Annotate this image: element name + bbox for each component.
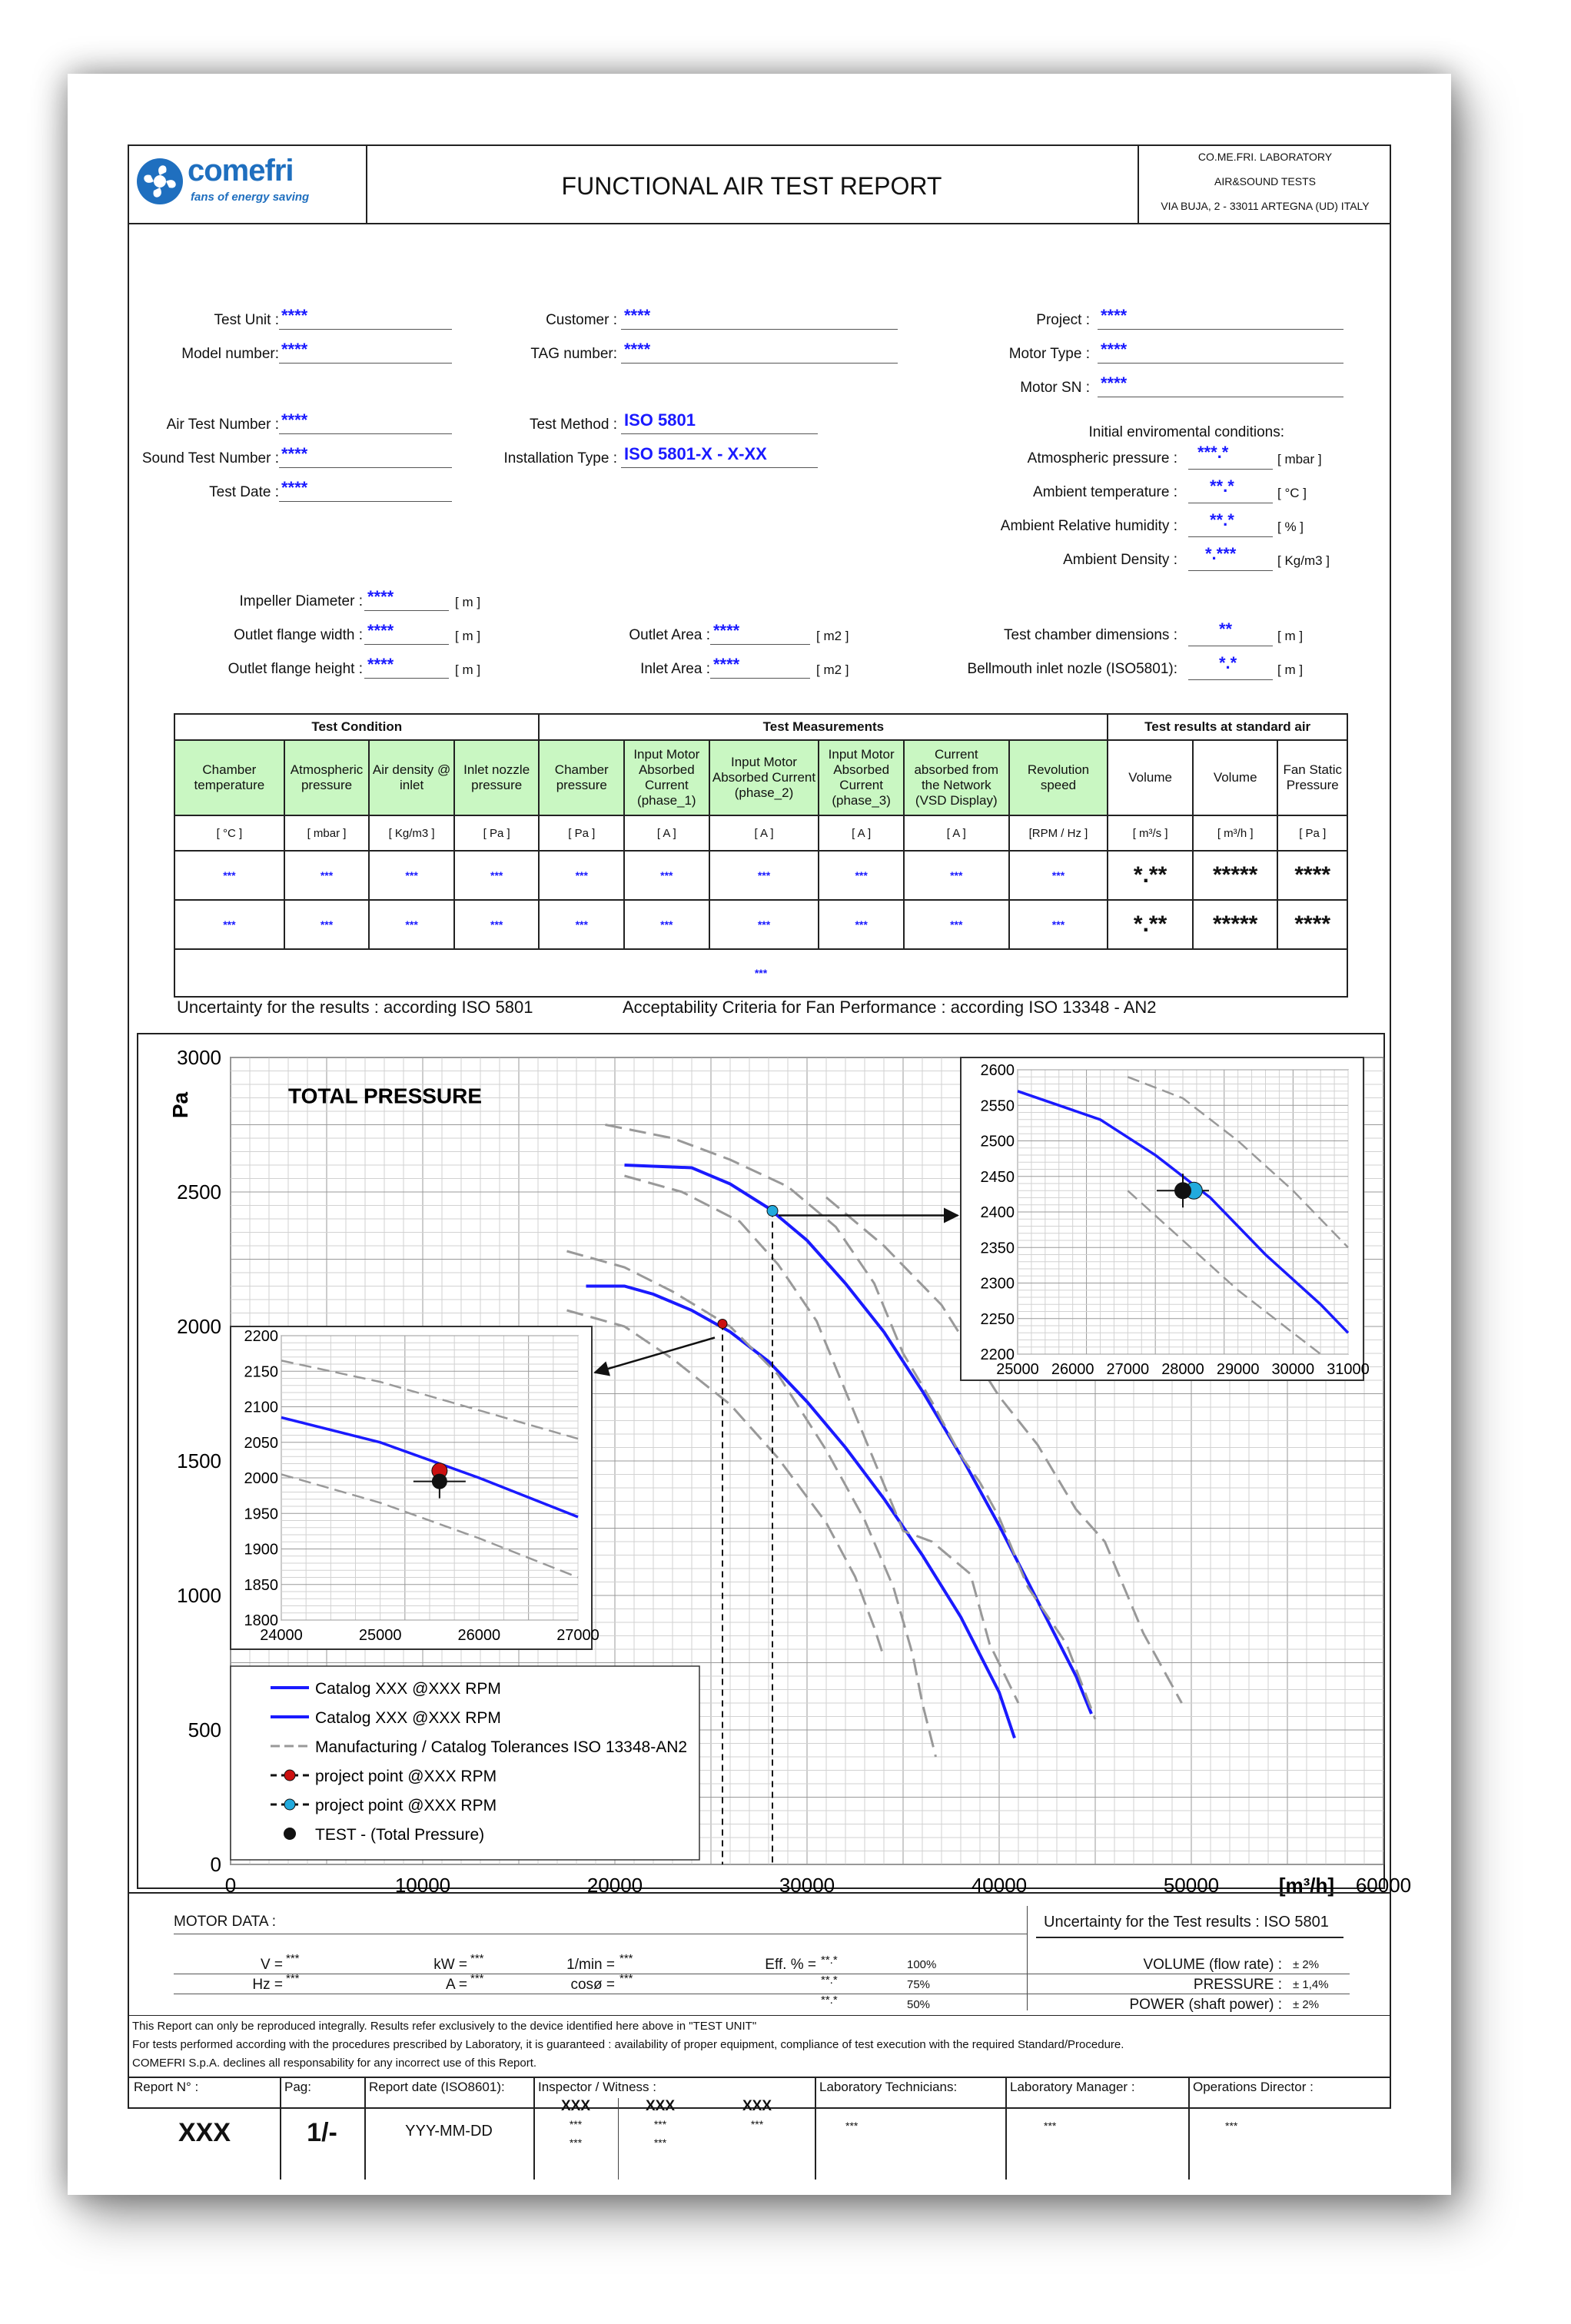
temp-label: Ambient temperature : [1033,484,1177,500]
director-value: *** [1225,2120,1238,2132]
group-test-condition: Test Condition [174,714,539,740]
air-test-value: **** [281,410,308,430]
inset-bottom-y-tick: 2200 [244,1328,278,1345]
col-header: Current absorbed from the Network (VSD Display) [904,740,1009,815]
table-row [174,851,1347,900]
humidity-value: **.* [1210,510,1234,530]
tag-label: TAG number: [530,346,617,362]
table-cell: *.** [1108,900,1193,949]
outlet-width-label: Outlet flange width : [234,627,363,643]
bellmouth-unit: [ m ] [1277,662,1304,677]
motor-type-label: Motor Type : [1008,346,1090,362]
tag-value: **** [624,340,651,359]
temp-unit: [ °C ] [1277,486,1307,500]
table-cell: *** [284,900,370,949]
chart-container [137,1033,1412,1897]
inspector-detail: *** [653,2136,667,2149]
report-date-label: Report date (ISO8601): [369,2080,505,2094]
logo-tagline: fans of energy saving [191,191,310,204]
x-tick-label: 0 [224,1874,237,1897]
table-cell: *** [539,900,624,949]
table-cell: *** [174,851,284,900]
lab-box [1138,146,1391,223]
inset-top-x-tick: 31000 [1327,1361,1370,1378]
logo-name: comefri [188,154,294,188]
chamber-dims-label: Test chamber dimensions : [1004,627,1177,643]
inset-top-x-tick: 26000 [1051,1361,1094,1378]
outlet-area-value: **** [713,621,740,640]
unc-volume-value: ± 2% [1293,1958,1320,1971]
report-number-label: Report N° : [134,2080,199,2094]
model-label: Model number: [181,346,279,362]
table-cell: **** [1277,851,1347,900]
bellmouth-label: Bellmouth inlet nozle (ISO5801): [967,661,1177,677]
inspector-detail: *** [569,2118,583,2130]
table-cell: *** [1009,851,1108,900]
legend-marker [284,1799,295,1810]
inset-bottom-y-tick: 1950 [244,1506,278,1523]
legend-marker [284,1770,295,1781]
chamber-dims-unit: [ m ] [1277,629,1304,643]
col-unit: [ m³/s ] [1108,815,1193,851]
humidity-label: Ambient Relative humidity : [1000,518,1177,534]
header-logo [129,146,367,223]
director-cell [1188,2077,1390,2180]
group-test-measurements: Test Measurements [539,714,1108,740]
x-axis-label: [m³/h] [1278,1874,1335,1897]
outlet-area-label: Outlet Area : [629,627,710,643]
unc-power-label: POWER (shaft power) : [1129,1997,1282,2013]
atm-label: Atmospheric pressure : [1027,450,1177,466]
report-number: XXX [178,2118,231,2147]
inlet-area-label: Inlet Area : [640,661,710,677]
project-value: **** [1101,306,1128,325]
table-cell: *.** [1108,851,1193,900]
unc-volume-label: VOLUME (flow rate) : [1143,1957,1282,1973]
disclaimer-line: This Report can only be reproduced integrally. Results refer exclusively to the device identified here above in "TEST UNIT" [132,2020,757,2033]
report-title: FUNCTIONAL AIR TEST REPORT [561,172,942,200]
table-cell: *** [369,900,454,949]
col-unit: [ Pa ] [539,815,624,851]
col-header: Atmospheric pressure [284,740,370,815]
table-cell: *** [819,851,904,900]
col-header: Chamber pressure [539,740,624,815]
atm-unit: [ mbar ] [1277,452,1322,466]
outlet-height-label: Outlet flange height : [228,661,363,677]
y-tick-label: 1000 [177,1584,221,1607]
inset-bottom-x-tick: 25000 [358,1627,402,1644]
page-number: 1/- [307,2118,337,2147]
col-unit: [ Pa ] [1277,815,1347,851]
project-label: Project : [1036,312,1090,328]
report-frame [128,144,1412,2149]
model-value: **** [281,340,308,359]
inset-top-y-tick: 2500 [980,1133,1015,1150]
outlet-height-value: **** [367,655,394,674]
impeller-unit: [ m ] [455,595,481,609]
table-cell: *** [709,851,819,900]
table-cell: *** [369,851,454,900]
table-cell: *** [454,851,540,900]
eff-value: **.* [821,1954,838,1967]
inspector-detail: *** [653,2118,667,2130]
table-cell: *** [624,851,709,900]
eff-percent: 50% [907,1998,931,2011]
cos-label: cosø = [570,1977,615,1993]
test-table [174,713,1348,998]
header-divider [129,223,1390,224]
divider [1027,1906,1028,2010]
rpm-label: 1/min = [566,1957,615,1973]
motor-sn-value: **** [1101,374,1128,393]
density-value: *.*** [1205,544,1237,563]
cos-value: *** [619,1972,633,1985]
v-value: *** [286,1952,300,1965]
col-unit: [ A ] [819,815,904,851]
y-axis-label: Pa [168,1091,192,1119]
chamber-dims-value: ** [1219,619,1233,639]
inset-bottom-y-tick: 2150 [244,1363,278,1381]
a-value: *** [470,1972,484,1985]
page-label: Pag: [284,2080,311,2094]
col-header: Chamber temperature [174,740,284,815]
manager-label: Laboratory Manager : [1010,2080,1135,2094]
sound-test-label: Sound Test Number : [141,450,279,466]
outlet-width-unit: [ m ] [455,629,481,643]
inset-top-y-tick: 2600 [980,1062,1015,1079]
y-tick-label: 2000 [177,1315,221,1338]
outlet-width-value: **** [367,621,394,640]
customer-label: Customer : [546,312,617,328]
x-tick-label: 20000 [586,1874,643,1897]
col-header: Volume [1108,740,1193,815]
underline [1188,536,1273,537]
hz-value: *** [286,1972,300,1985]
col-header: Input Motor Absorbed Current (phase_3) [819,740,904,815]
eff-percent: 100% [907,1958,937,1971]
table-cell: *** [904,851,1009,900]
inspector-cell [533,2077,816,2180]
table-footer-cell: *** [174,949,1347,997]
inset-top-y-tick: 2300 [980,1275,1015,1293]
customer-value: **** [624,306,651,325]
uncertainty-note: Uncertainty for the results : according ISO 5801 [177,998,533,1017]
motor-sn-label: Motor SN : [1020,380,1090,396]
hz-label: Hz = [252,1977,283,1993]
col-unit: [RPM / Hz ] [1009,815,1108,851]
col-unit: [ A ] [709,815,819,851]
underline [1188,570,1273,571]
test-date-label: Test Date : [209,484,279,500]
atm-value: ***.* [1197,443,1229,462]
col-header: Revolution speed [1009,740,1108,815]
inspector-label: Inspector / Witness : [538,2080,656,2094]
eff-percent: 75% [907,1978,931,1991]
table-cell: *** [709,900,819,949]
inset-top-test-point [1174,1182,1191,1199]
project-point-red [718,1320,727,1329]
uncertainty-heading: Uncertainty for the Test results : ISO 5801 [1044,1914,1329,1931]
x-tick-label: 60000 [1355,1874,1412,1897]
install-label: Installation Type : [503,450,617,466]
legend-label: TEST - (Total Pressure) [315,1826,485,1844]
x-tick-label: 50000 [1163,1874,1220,1897]
inset-bottom-y-tick: 1850 [244,1576,278,1594]
col-header: Input Motor Absorbed Current (phase_2) [709,740,819,815]
kw-label: kW = [433,1957,467,1973]
eff-value: **.* [821,1994,838,2007]
inset-top-y-tick: 2400 [980,1204,1015,1221]
inset-bottom-y-tick: 2050 [244,1434,278,1452]
table-cell: *** [284,851,370,900]
inset-bottom-y-tick: 2100 [244,1399,278,1416]
v-label: V = [260,1957,283,1973]
fan-logo-icon [135,157,184,206]
report-date: YYY-MM-DD [405,2123,493,2140]
legend-label: Manufacturing / Catalog Tolerances ISO 13348-AN2 [315,1738,688,1756]
inset-top-x-tick: 30000 [1271,1361,1315,1378]
legend-label: Catalog XXX @XXX RPM [315,1680,501,1698]
density-unit: [ Kg/m3 ] [1277,553,1330,568]
underline [364,678,449,679]
inset-bottom-x-tick: 27000 [556,1627,600,1644]
test-date-value: **** [281,478,308,497]
underline [621,433,818,434]
impeller-value: **** [367,587,394,606]
lab-line-2: AIR&SOUND TESTS [1214,175,1316,188]
underline [279,501,452,502]
a-label: A = [446,1977,467,1993]
col-unit: [ Pa ] [454,815,540,851]
motor-heading: MOTOR DATA : [174,1914,277,1930]
inset-bottom-test-point [432,1474,447,1489]
manager-value: *** [1044,2120,1057,2132]
underline [279,363,452,364]
inset-top-y-tick: 2550 [980,1097,1015,1115]
col-header: Volume [1193,740,1278,815]
underline [621,363,898,364]
outlet-height-unit: [ m ] [455,662,481,677]
inset-top-x-tick: 29000 [1216,1361,1260,1378]
impeller-label: Impeller Diameter : [239,593,363,609]
col-header: Inlet nozzle pressure [454,740,540,815]
inset-bottom-y-tick: 1800 [244,1612,278,1629]
install-value: ISO 5801-X - X-XX [624,444,767,463]
table-cell: *** [904,900,1009,949]
divider [129,1892,1390,1894]
underline [710,678,810,679]
underline [1188,469,1273,470]
x-tick-label: 40000 [971,1874,1028,1897]
env-heading: Initial enviromental conditions: [1088,424,1284,440]
col-unit: [ A ] [624,815,709,851]
col-header: Air density @ inlet [369,740,454,815]
report-number-cell [129,2077,281,2180]
table-cell: *** [174,900,284,949]
underline [621,329,898,330]
motor-type-value: **** [1101,340,1128,359]
table-cell: **** [1277,900,1347,949]
col-unit: [ mbar ] [284,815,370,851]
inlet-area-value: **** [713,655,740,674]
col-unit: [ m³/h ] [1193,815,1278,851]
inset-top-y-tick: 2350 [980,1240,1015,1257]
eff-label: Eff. % = [765,1957,816,1973]
report-sheet [68,74,1451,2195]
underline [1036,1937,1343,1938]
inlet-area-unit: [ m2 ] [816,662,849,677]
x-tick-label: 10000 [394,1874,451,1897]
manager-cell [1005,2077,1190,2180]
col-header: Fan Static Pressure [1277,740,1347,815]
underline [1098,363,1343,364]
underline [1188,679,1273,680]
table-cell: *** [624,900,709,949]
underline [364,610,449,611]
underline [279,329,452,330]
inspector-name: XXX [560,2098,591,2114]
col-header: Input Motor Absorbed Current (phase_1) [624,740,709,815]
acceptability-note: Acceptability Criteria for Fan Performance : according ISO 13348 - AN2 [623,998,1157,1017]
method-value: ISO 5801 [624,410,696,430]
temp-value: **.* [1210,476,1234,496]
humidity-unit: [ % ] [1277,520,1304,534]
table-cell: ***** [1193,851,1278,900]
inspector-detail: *** [569,2136,583,2149]
unc-pressure-value: ± 1,4% [1293,1978,1329,1991]
legend-label: project point @XXX RPM [315,1768,497,1785]
inset-bottom-y-tick: 2000 [244,1470,278,1487]
pressure-chart [138,1034,1412,1897]
project-point-blue [767,1206,778,1217]
underline [710,644,810,645]
inset-top-x-tick: 28000 [1161,1361,1204,1378]
eff-value: **.* [821,1974,838,1987]
col-unit: [ °C ] [174,815,284,851]
y-tick-label: 1500 [177,1449,221,1472]
y-tick-label: 2500 [177,1180,221,1204]
director-label: Operations Director : [1193,2080,1314,2094]
underline [279,467,452,468]
group-test-results: Test results at standard air [1108,714,1347,740]
inset-top-y-tick: 2450 [980,1168,1015,1186]
inspector-detail: *** [750,2118,764,2130]
underline [279,433,452,434]
inspector-name: XXX [742,2098,772,2114]
report-date-cell [364,2077,535,2180]
inspector-name: XXX [645,2098,676,2114]
underline [1098,329,1343,330]
table-cell: *** [819,900,904,949]
legend-label: project point @XXX RPM [315,1797,497,1814]
sound-test-value: **** [281,444,308,463]
legend-marker [284,1828,296,1840]
y-tick-label: 0 [210,1853,221,1876]
col-unit: [ A ] [904,815,1009,851]
underline [364,644,449,645]
outlet-area-unit: [ m2 ] [816,629,849,643]
table-cell: ***** [1193,900,1278,949]
rpm-value: *** [619,1952,633,1965]
inset-bottom-x-tick: 26000 [457,1627,501,1644]
table-cell: *** [539,851,624,900]
disclaimer-line: COMEFRI S.p.A. declines all responsability for any incorrect use of this Report. [132,2057,537,2070]
page-cell [280,2077,366,2180]
inset-top-x-tick: 25000 [996,1361,1039,1378]
y-tick-label: 3000 [177,1046,221,1069]
lab-line-1: CO.ME.FRI. LABORATORY [1197,151,1333,163]
bellmouth-value: *.* [1219,653,1237,672]
density-label: Ambient Density : [1063,552,1177,568]
lab-line-3: VIA BUJA, 2 - 33011 ARTEGNA (UD) ITALY [1161,200,1370,212]
chart-title: TOTAL PRESSURE [288,1084,483,1108]
inset-top-y-tick: 2200 [980,1346,1015,1363]
air-test-label: Air Test Number : [166,417,279,433]
inset-bottom-y-tick: 1900 [244,1541,278,1559]
table-cell: *** [454,900,540,949]
inset-top-y-tick: 2250 [980,1310,1015,1328]
table-row [174,900,1347,949]
x-tick-label: 30000 [779,1874,835,1897]
col-unit: [ Kg/m3 ] [369,815,454,851]
inset-top-x-tick: 27000 [1106,1361,1150,1378]
y-tick-label: 500 [188,1718,221,1741]
technicians-label: Laboratory Technicians: [819,2080,958,2094]
unc-pressure-label: PRESSURE : [1193,1977,1282,1993]
test-unit-label: Test Unit : [214,312,279,328]
disclaimer-line: For tests performed according with the procedures prescribed by Laboratory, it is guaranteed : availability of proper equipment, compliance of test execution with the required Standard/Procedure. [132,2038,1124,2051]
underline [621,467,818,468]
method-label: Test Method : [529,417,617,433]
test-unit-value: **** [281,306,308,325]
technicians-value: *** [845,2120,859,2132]
kw-value: *** [470,1952,484,1965]
unc-power-value: ± 2% [1293,1998,1320,2011]
divider [129,2015,1390,2016]
technicians-cell [815,2077,1007,2180]
legend-label: Catalog XXX @XXX RPM [315,1709,501,1727]
table-cell: *** [1009,900,1108,949]
inset-bottom-x-tick: 24000 [260,1627,303,1644]
